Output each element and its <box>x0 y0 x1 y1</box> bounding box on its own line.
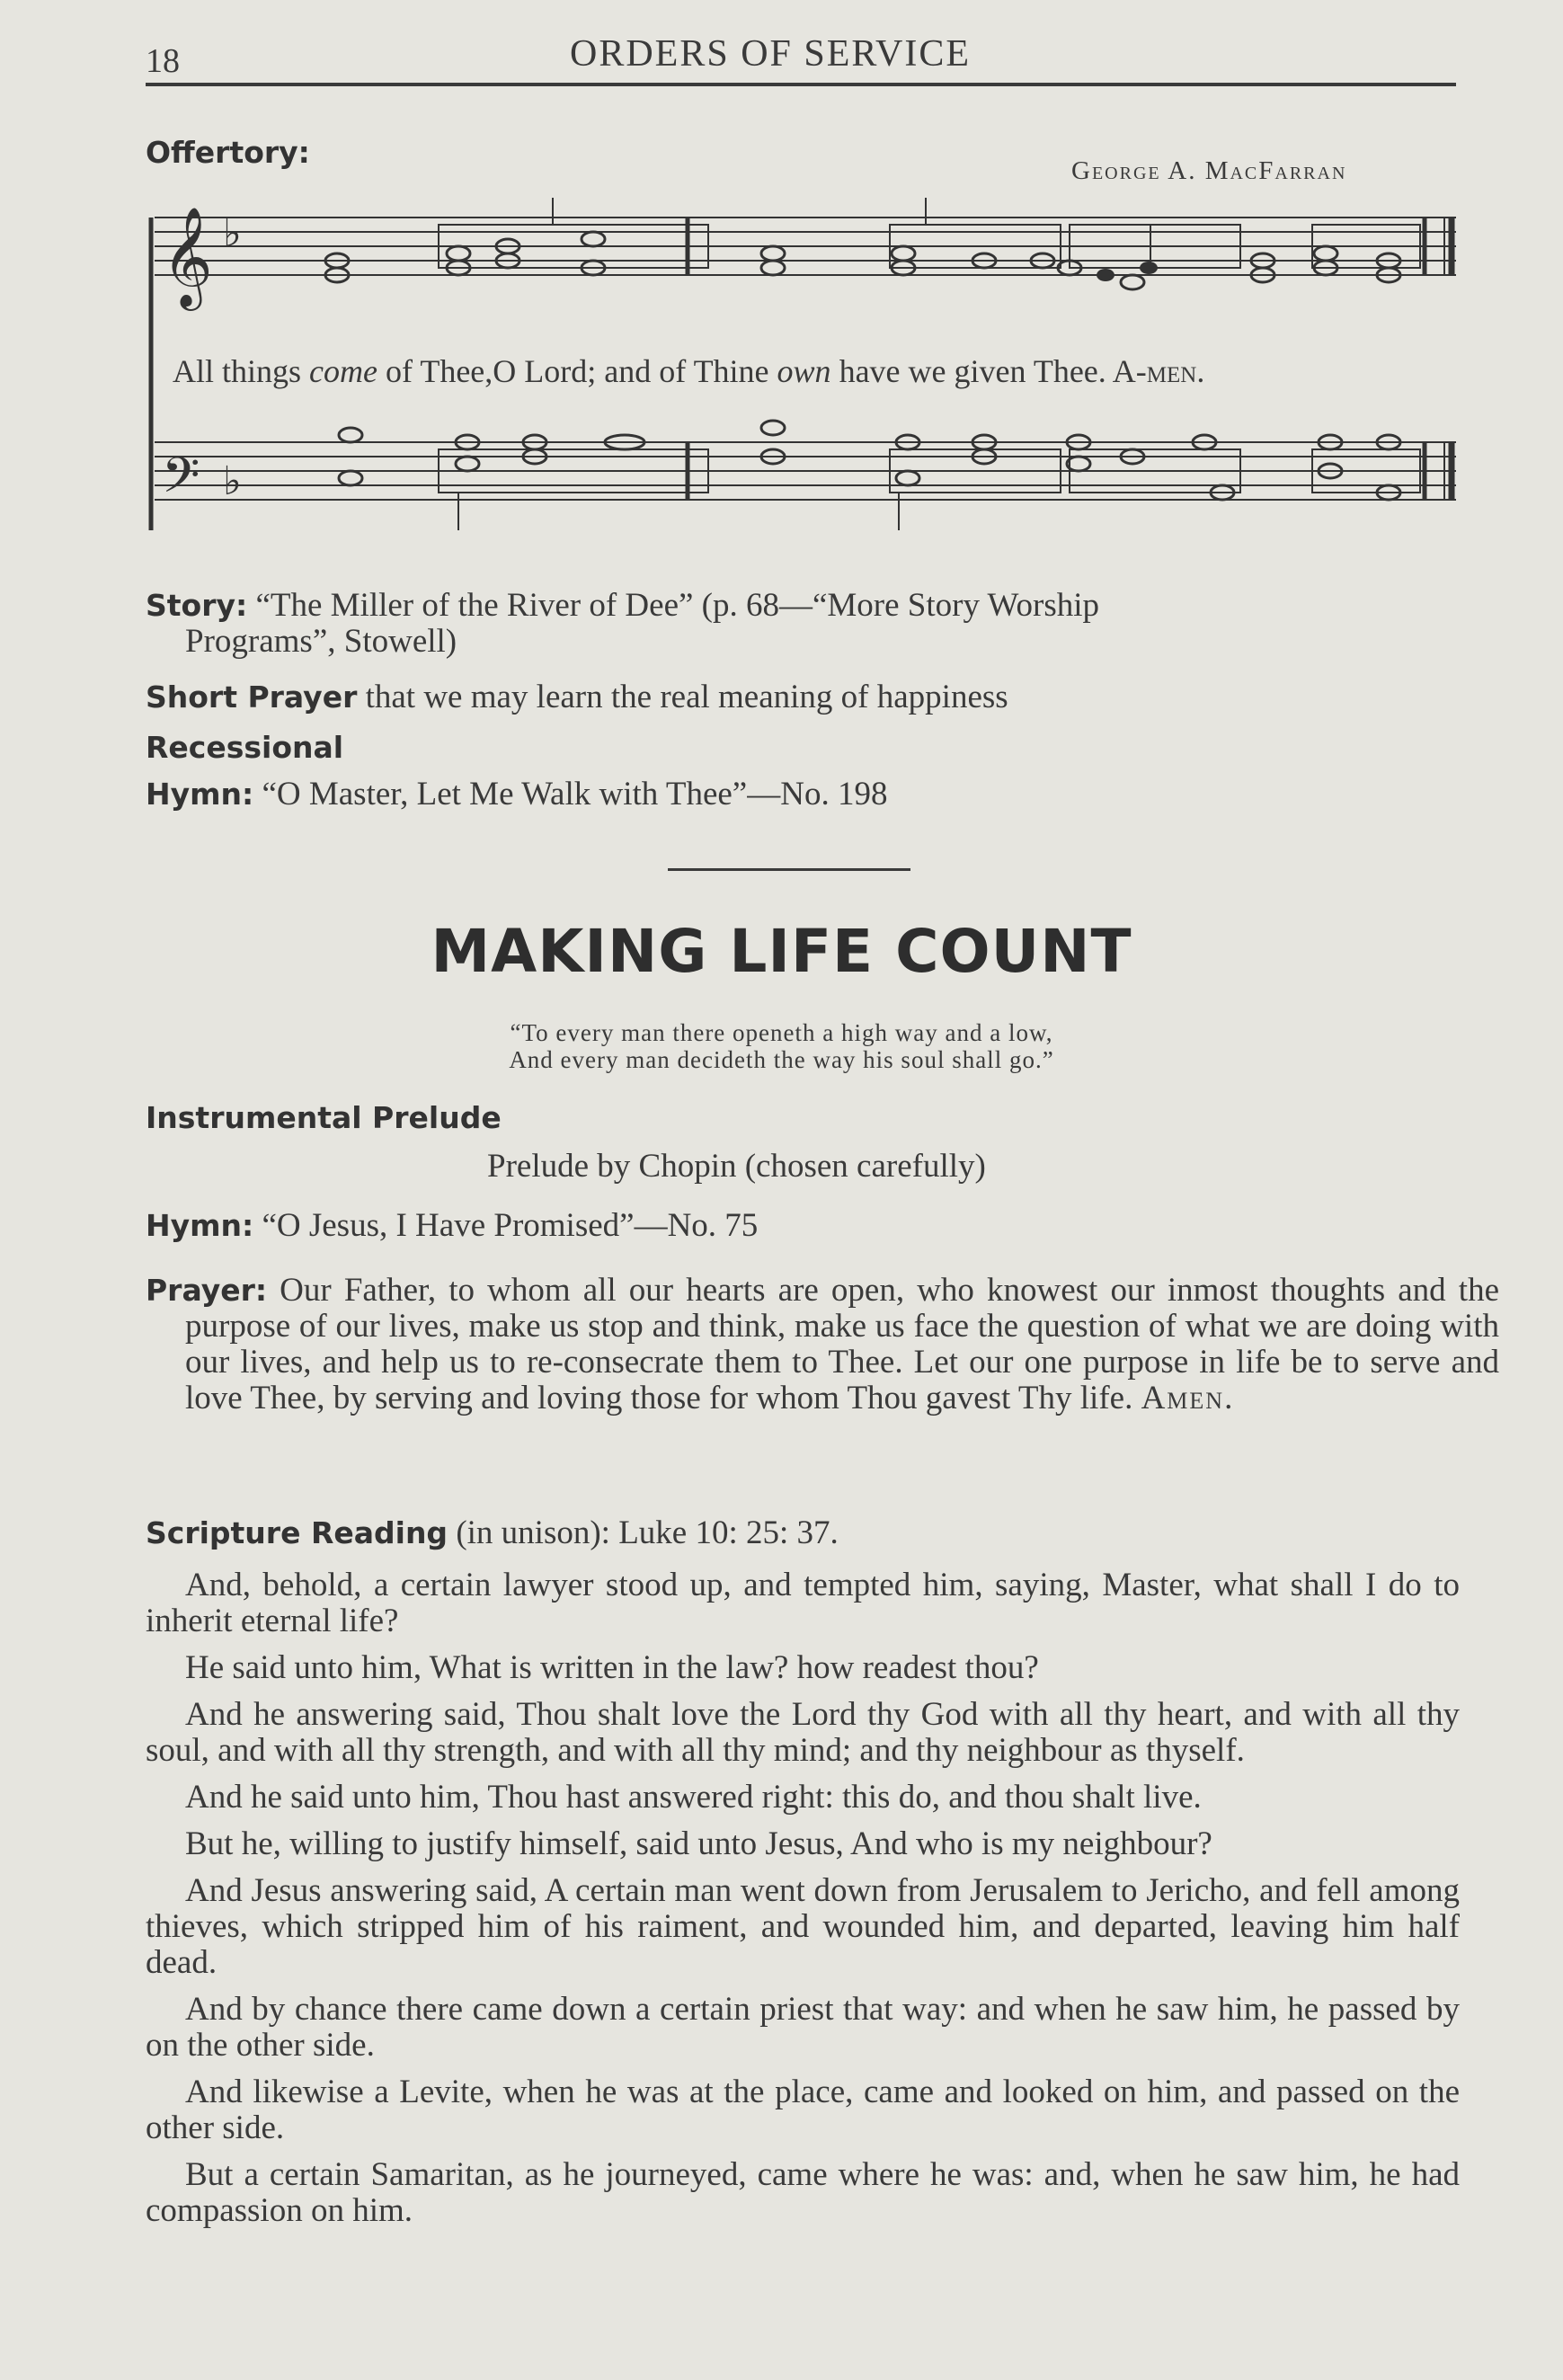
prelude-entry <box>146 1100 1460 1185</box>
composer-credit: George A. MacFarran <box>1071 156 1347 185</box>
scripture-verse: And he answering said, Thou shalt love the Lord thy God with all thy heart, and with all thy soul, and with all thy strength, and with all thy mind; and thy neighbour as thyself. <box>146 1696 1460 1769</box>
running-head: ORDERS OF SERVICE <box>570 33 972 75</box>
story-text: “The Miller of the River of Dee” (p. 68—“More Story Worship <box>247 587 1100 624</box>
lyrics-amen: men. <box>1146 353 1205 389</box>
short-prayer-entry <box>146 679 1460 715</box>
music-score <box>144 189 1465 541</box>
offertory-lyrics <box>173 352 1204 390</box>
hymn-label: Hymn: <box>146 1208 254 1243</box>
epigraph-line: And every man decideth the way his soul shall go.” <box>509 1046 1054 1073</box>
page-number: 18 <box>146 42 180 80</box>
section-divider <box>668 868 910 871</box>
svg-text:♭: ♭ <box>223 210 242 256</box>
scripture-label: Scripture Reading <box>146 1515 448 1550</box>
svg-text:𝄞: 𝄞 <box>162 206 213 306</box>
recessional-label: Recessional <box>146 730 344 765</box>
hymn-text: “O Jesus, I Have Promised”—No. 75 <box>253 1207 759 1244</box>
offertory-label: Offertory: <box>146 135 310 170</box>
recessional-hymn-entry <box>146 777 1460 813</box>
lyrics-part: have we given Thee. A- <box>830 353 1147 389</box>
scripture-verse: He said unto him, What is written in the law? how readest thou? <box>185 1649 1039 1686</box>
lyrics-italic: come <box>309 353 377 389</box>
recessional-entry <box>146 730 1460 766</box>
hymn-entry <box>146 1208 1460 1244</box>
header-rule <box>146 83 1456 86</box>
epigraph-line: “To every man there openeth a high way and a low, <box>510 1019 1053 1046</box>
lyrics-part: All things <box>173 353 310 389</box>
scripture-passage <box>146 1567 1460 2229</box>
story-label: Story: <box>146 588 248 623</box>
epigraph <box>0 1019 1563 1073</box>
section-title: MAKING LIFE COUNT <box>431 917 1132 986</box>
prelude-label: Instrumental Prelude <box>146 1100 502 1135</box>
svg-text:♭: ♭ <box>223 458 242 504</box>
prayer-label: Prayer: <box>146 1273 268 1308</box>
prayer-text: Our Father, to whom all our hearts are open, who knowest our inmost thoughts and the purpose of our lives, make us stop and think, make us face the question of what we are doing with our lives, and help us to re-consecrate them to Thee. Let our one purpose in life be to serve and love Thee, by serving and loving those for whom Thou gavest Thy life. <box>185 1272 1499 1416</box>
scripture-verse: And he said unto him, Thou hast answered right: this do, and thou shalt live. <box>185 1779 1202 1816</box>
prelude-text: Prelude by Chopin (chosen carefully) <box>487 1148 986 1185</box>
scripture-reference: (in unison): Luke 10: 25: 37. <box>448 1514 839 1551</box>
short-prayer-text: that we may learn the real meaning of happiness <box>357 679 1008 715</box>
page-header <box>146 32 1453 86</box>
scripture-verse: But a certain Samaritan, as he journeyed, came where he was: and, when he saw him, he had compassion on him. <box>146 2156 1460 2229</box>
scripture-verse: And likewise a Levite, when he was at the place, came and looked on him, and passed on the other side. <box>146 2074 1460 2146</box>
lyrics-italic: own <box>777 353 831 389</box>
short-prayer-label: Short Prayer <box>146 679 358 715</box>
svg-text:𝄢: 𝄢 <box>162 447 200 516</box>
scripture-verse: But he, willing to justify himself, said unto Jesus, And who is my neighbour? <box>185 1825 1212 1862</box>
scripture-verse: And, behold, a certain lawyer stood up, and tempted him, saying, Master, what shall I do to inherit eternal life? <box>146 1567 1460 1639</box>
scripture-verse: And by chance there came down a certain priest that way: and when he saw him, he passed by on the other side. <box>146 1991 1460 2064</box>
prayer-amen: Amen. <box>1141 1380 1235 1416</box>
prayer-entry <box>146 1273 1499 1416</box>
story-text-continued: Programs”, Stowell) <box>185 623 457 660</box>
hymn-text: “O Master, Let Me Walk with Thee”—No. 198 <box>253 776 888 813</box>
hymn-label: Hymn: <box>146 777 254 812</box>
story-entry <box>146 588 1460 660</box>
lyrics-part: of Thee,O Lord; and of Thine <box>377 353 777 389</box>
scripture-verse: And Jesus answering said, A certain man went down from Jerusalem to Jericho, and fell among thieves, which stripped him of his raiment, and wounded him, and departed, leaving him half dead. <box>146 1872 1460 1981</box>
scripture-heading <box>146 1515 1460 1551</box>
